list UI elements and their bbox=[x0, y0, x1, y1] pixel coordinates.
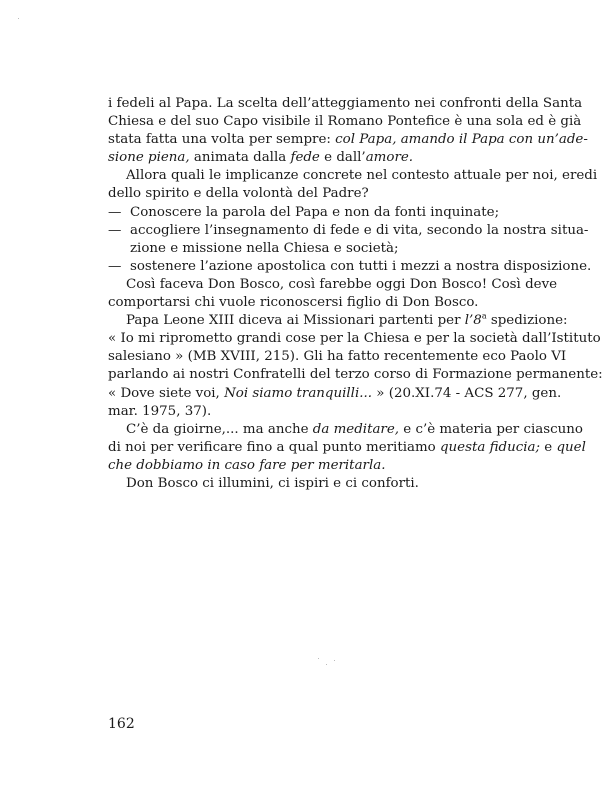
text-line: stata fatta una volta per sempre: col Papa, amando il Papa con un’ade- bbox=[108, 132, 588, 148]
text-line: parlando ai nostri Confratelli del terzo corso di Formazione permanente: bbox=[108, 367, 603, 383]
text-line: Allora quali le implicanze concrete nel contesto attuale per noi, eredi bbox=[126, 168, 598, 184]
text-line: « Io mi riprometto grandi cose per la Chiesa e per la società dall’Istituto bbox=[108, 331, 601, 347]
body-paragraph bbox=[108, 311, 603, 421]
text-line: mar. 1975, 37). bbox=[108, 403, 212, 419]
text-line: salesiano » (MB XVIII, 215). Gli ha fatto recentemente eco Paolo VI bbox=[108, 349, 567, 365]
paper-speck bbox=[18, 18, 19, 19]
page-number: 162 bbox=[108, 716, 135, 732]
dash-list-item: — Conoscere la parola del Papa e non da fonti inquinate; bbox=[108, 204, 520, 222]
text-line: dello spirito e della volontà del Padre? bbox=[108, 186, 369, 202]
text-line: comportarsi chi vuole riconoscersi figlio di Don Bosco. bbox=[108, 295, 479, 311]
dash-list-item: — sostenere l’azione apostolica con tutti i mezzi a nostra disposizione. bbox=[108, 258, 520, 276]
text-line: Così faceva Don Bosco, così farebbe oggi Don Bosco! Così deve bbox=[126, 276, 558, 292]
body-paragraph bbox=[108, 167, 598, 203]
body-text bbox=[108, 95, 603, 493]
text-line: i fedeli al Papa. La scelta dell’atteggiamento nei confronti della Santa bbox=[108, 96, 583, 111]
text-line: « Dove siete voi, Noi siamo tranquilli... » (20.XI.74 - ACS 277, gen. bbox=[108, 385, 562, 401]
list-dash: — bbox=[108, 222, 122, 238]
text-line: sione piena, animata dalla fede e dall’amore. bbox=[108, 150, 414, 166]
paper-speck bbox=[318, 658, 319, 659]
list-dash: — bbox=[108, 204, 122, 220]
list-dash: — bbox=[108, 258, 122, 274]
body-paragraph bbox=[108, 95, 588, 167]
body-paragraph bbox=[108, 421, 586, 475]
text-line: Chiesa e del suo Capo visibile il Romano Pontefice è una sola ed è già bbox=[108, 114, 582, 130]
body-paragraph bbox=[108, 475, 520, 493]
paper-speck bbox=[326, 664, 327, 665]
text-line: che dobbiamo in caso fare per meritarla. bbox=[108, 457, 386, 473]
body-paragraph bbox=[108, 276, 558, 312]
paper-speck bbox=[334, 660, 335, 661]
text-line: di noi per verificare fino a qual punto meritiamo questa fiducia; e quel bbox=[108, 439, 586, 455]
text-line: Papa Leone XIII diceva ai Missionari partenti per l’8$^a$ spedizione: bbox=[126, 311, 568, 329]
text-line: C’è da gioirne,... ma anche da meditare, e c’è materia per ciascuno bbox=[126, 421, 583, 437]
dash-list-item: — accogliere l’insegnamento di fede e di vita, secondo la nostra situa- zione e missione nella Chiesa e società; bbox=[108, 222, 589, 256]
text-line: Don Bosco ci illumini, ci ispiri e ci conforti. bbox=[126, 475, 419, 491]
